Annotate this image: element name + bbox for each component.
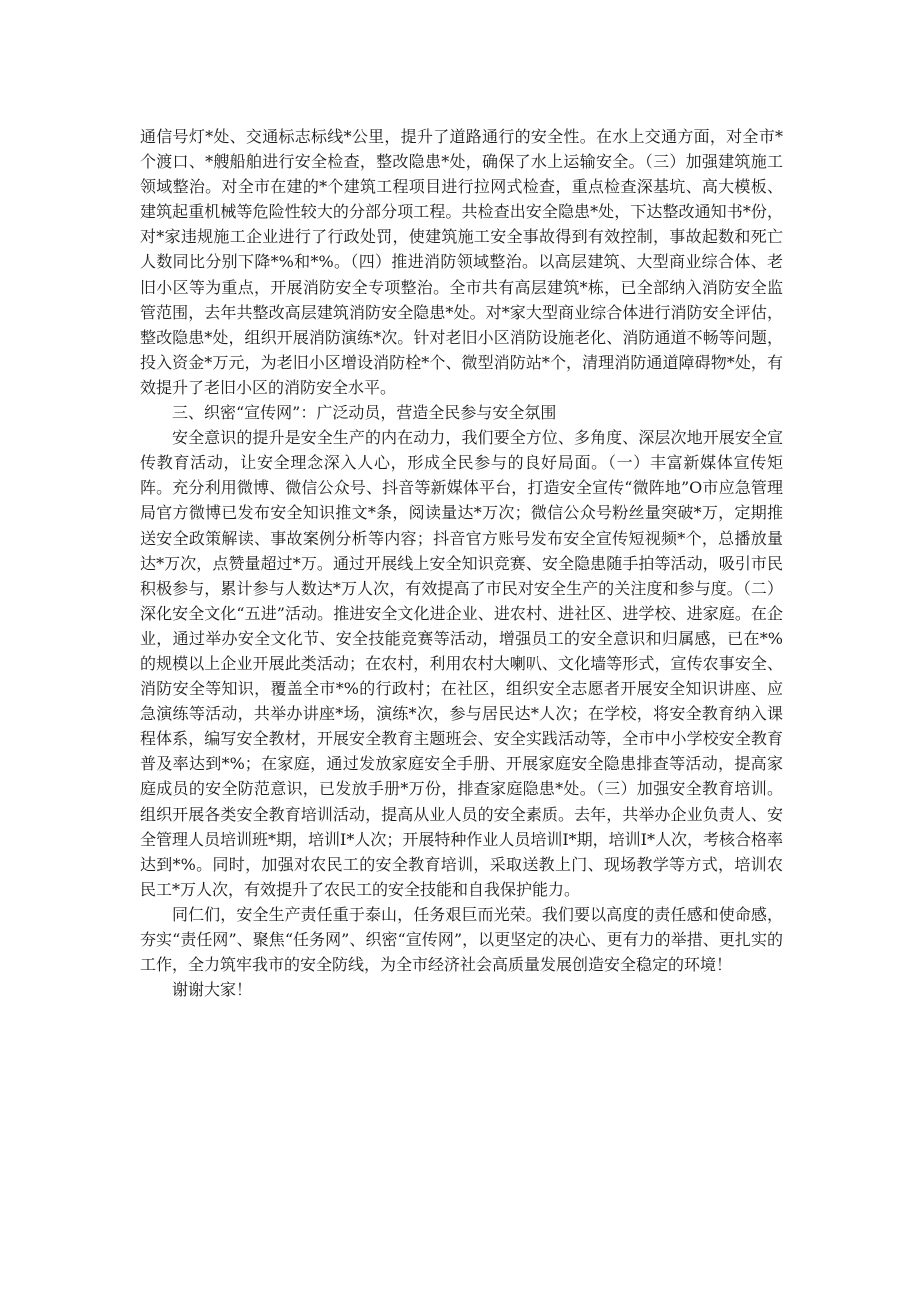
paragraph-closing: 同仁们，安全生产责任重于泰山，任务艰巨而光荣。我们要以高度的责任感和使命感，夯实“责任网”、聚焦“任务网”、织密“宣传网”，以更坚定的决心、更有力的举措、更扎实的工作，全力筑牢我市的安全防线，为全市经济社会高质量发展创造安全稳定的环境！ (140, 904, 783, 975)
document-body (140, 124, 783, 1002)
paragraph-thanks: 谢谢大家！ (172, 980, 253, 1000)
paragraph-traffic-construction-fire: 通信号灯*处、交通标志标线*公里，提升了道路通行的安全性。在水上交通方面，对全市*个渡口、*艘船舶进行安全检查，整改隐患*处，确保了水上运输安全。（三）加强建筑施工领域整治。对全市在建的*个建筑工程项目进行拉网式检查，重点检查深基坑、高大模板、建筑起重机械等危险性较大的分部分项工程。共检查出安全隐患*处，下达整改通知书*份，对*家违规施工企业进行了行政处罚，使建筑施工安全事故得到有效控制，事故起数和死亡人数同比分别下降*%和*%。（四）推进消防领域整治。以高层建筑、大型商业综合体、老旧小区等为重点，开展消防安全专项整治。全市共有高层建筑*栋，已全部纳入消防安全监管范围，去年共整改高层建筑消防安全隐患*处。对*家大型商业综合体进行消防安全评估，整改隐患*处，组织开展消防演练*次。针对老旧小区消防设施老化、消防通道不畅等问题，投入资金*万元，为老旧小区增设消防栓*个、微型消防站*个，清理消防通道障碍物*处，有效提升了老旧小区的消防安全水平。 (140, 127, 783, 397)
section-heading-publicity: 三、织密“宣传网”：广泛动员，营造全民参与安全氛围 (172, 403, 557, 423)
paragraph-publicity: 安全意识的提升是安全生产的内在动力，我们要全方位、多角度、深层次地开展安全宣传教育活动，让安全理念深入人心，形成全民参与的良好局面。（一）丰富新媒体宣传矩阵。充分利用微博、微信公众号、抖音等新媒体平台，打造安全宣传“微阵地”O市应急管理局官方微博已发布安全知识推文*条，阅读量达*万次；微信公众号粉丝量突破*万，定期推送安全政策解读、事故案例分析等内容；抖音官方账号发布安全宣传短视频*个，总播放量达*万次，点赞量超过*万。通过开展线上安全知识竞赛、安全隐患随手拍等活动，吸引市民积极参与，累计参与人数达*万人次，有效提高了市民对安全生产的关注度和参与度。（二）深化安全文化“五进”活动。推进安全文化进企业、进农村、进社区、进学校、进家庭。在企业，通过举办安全文化节、安全技能竞赛等活动，增强员工的安全意识和归属感，已在*%的规模以上企业开展此类活动；在农村，利用农村大喇叭、文化墙等形式，宣传农事安全、消防安全等知识，覆盖全市*%的行政村；在社区，组织安全志愿者开展安全知识讲座、应急演练等活动，共举办讲座*场，演练*次，参与居民达*人次；在学校，将安全教育纳入课程体系，编写安全教材，开展安全教育主题班会、安全实践活动等，全市中小学校安全教育普及率达到*%；在家庭，通过发放家庭安全手册、开展家庭安全隐患排查等活动，提高家庭成员的安全防范意识，已发放手册*万份，排查家庭隐患*处。（三）加强安全教育培训。组织开展各类安全教育培训活动，提高从业人员的安全素质。去年，共举办企业负责人、安全管理人员培训班*期，培训I*人次；开展特种作业人员培训I*期，培训I*人次，考核合格率达到*%。同时，加强对农民工的安全教育培训，采取送教上门、现场教学等方式，培训农民工*万人次，有效提升了农民工的安全技能和自我保护能力。 (140, 428, 783, 899)
